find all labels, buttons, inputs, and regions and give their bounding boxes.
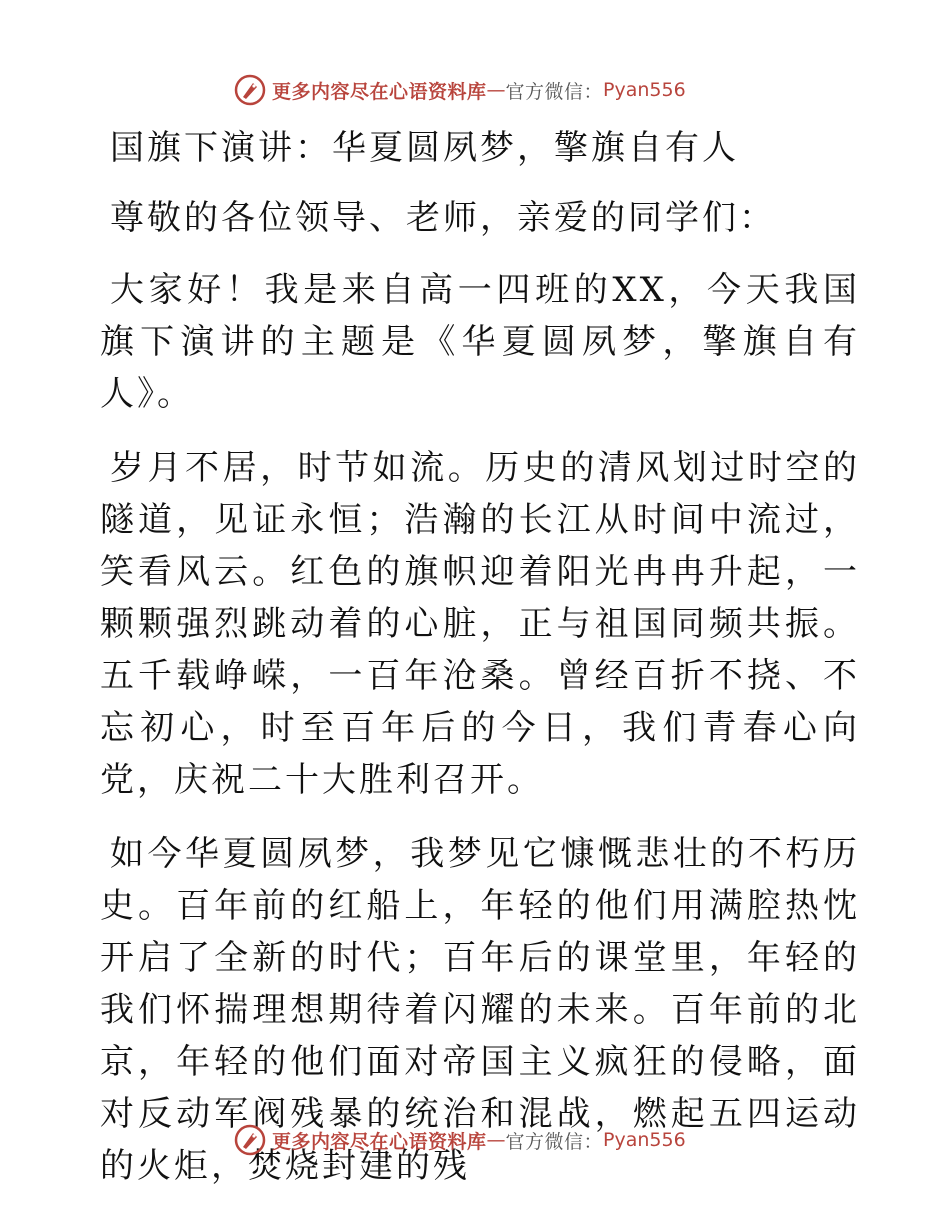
banner-wechat-id: Pyan556 — [603, 1129, 686, 1151]
document-body — [100, 122, 860, 1214]
banner-wechat-label: 官方微信： — [505, 1130, 604, 1153]
paragraph: 大家好！我是来自高一四班的XX，今天我国旗下演讲的主题是《华夏圆夙梦，擎旗自有人》。 — [100, 270, 860, 414]
banner-wechat-label: 官方微信： — [505, 80, 604, 103]
banner-site-name: 更多内容尽在心语资料库 — [272, 80, 487, 103]
document-title: 国旗下演讲：华夏圆夙梦，擎旗自有人 — [110, 128, 739, 168]
header-banner — [234, 70, 754, 110]
pen-nib-logo-icon — [234, 1124, 266, 1156]
paragraph: 如今华夏圆夙梦，我梦见它慷慨悲壮的不朽历史。百年前的红船上，年轻的他们用满腔热忱开启了全新的时代；百年后的课堂里，年轻的我们怀揣理想期待着闪耀的未来。百年前的北京，年轻的他们面对帝国主义疯狂的侵略，面对反动军阀残暴的统治和混战，燃起五四运动的火炬，焚烧封建的残 — [100, 834, 860, 1186]
pen-nib-logo-icon — [234, 74, 266, 106]
document-salutation: 尊敬的各位领导、老师，亲爱的同学们： — [110, 198, 776, 238]
banner-separator: — — [486, 79, 506, 101]
banner-separator: — — [486, 1129, 506, 1151]
banner-site-name: 更多内容尽在心语资料库 — [272, 1130, 487, 1153]
footer-banner — [234, 1120, 754, 1160]
paragraph: 岁月不居，时节如流。历史的清风划过时空的隧道，见证永恒；浩瀚的长江从时间中流过，笑看风云。红色的旗帜迎着阳光冉冉升起，一颗颗强烈跳动着的心脏，正与祖国同频共振。五千载峥嵘，一百年沧桑。曾经百折不挠、不忘初心，时至百年后的今日，我们青春心向党，庆祝二十大胜利召开。 — [100, 448, 860, 800]
banner-wechat-id: Pyan556 — [603, 79, 686, 101]
